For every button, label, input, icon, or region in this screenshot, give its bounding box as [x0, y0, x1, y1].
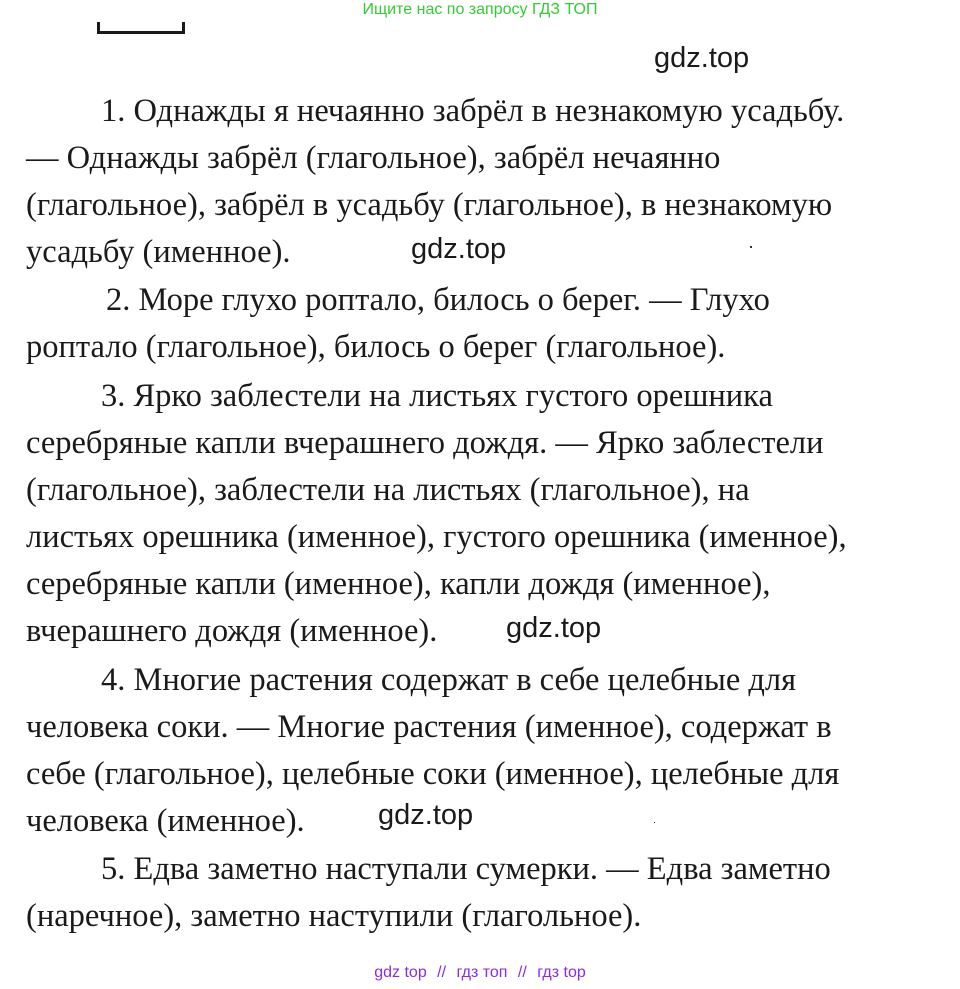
text-line: человека (именное).: [26, 803, 305, 839]
text-line: листьях орешника (именное), густого орешника (именное),: [26, 519, 847, 555]
text-line: (глагольное), забрёл в усадьбу (глагольное), в незнакомую: [26, 187, 833, 223]
watermark: gdz.top: [506, 612, 602, 644]
text-line: 2. Море глухо роптало, билось о берег. — Глухо: [106, 282, 770, 318]
watermark: gdz.top: [654, 42, 750, 74]
text-line: 5. Едва заметно наступали сумерки. — Едва заметно: [101, 851, 831, 887]
text-line: человека соки. — Многие растения (именное), содержат в: [26, 709, 832, 745]
text-line: серебряные капли вчерашнего дождя. — Ярко заблестели: [26, 425, 824, 461]
text-line: роптало (глагольное), билось о берег (глагольное).: [26, 329, 726, 365]
speck: [654, 822, 655, 823]
watermark: gdz.top: [378, 799, 474, 831]
text-line: — Однажды забрёл (глагольное), забрёл нечаянно: [26, 140, 721, 176]
text-line: себе (глагольное), целебные соки (именное), целебные для: [26, 756, 840, 792]
text-line: 3. Ярко заблестели на листьях густого орешника: [101, 378, 773, 414]
footer-watermark: [0, 964, 960, 982]
search-hint-banner: Ищите нас по запросу ГДЗ ТОП: [362, 1, 598, 18]
text-line: (глагольное), заблестели на листьях (глагольное), на: [26, 472, 750, 508]
footer-separator: //: [517, 964, 527, 981]
text-line: серебряные капли (именное), капли дождя (именное),: [26, 566, 771, 602]
text-line: усадьбу (именное).: [26, 234, 291, 270]
text-line: (наречное), заметно наступили (глагольное).: [26, 898, 642, 934]
footer-separator: //: [437, 964, 447, 981]
watermark: gdz.top: [411, 233, 507, 265]
speck: [750, 246, 752, 248]
text-line: 4. Многие растения содержат в себе целебные для: [101, 662, 797, 698]
text-line: 1. Однажды я нечаянно забрёл в незнакомую усадьбу.: [101, 93, 845, 129]
footer-part: гдз топ: [456, 964, 508, 981]
footer-part: гдз top: [537, 964, 586, 981]
footer-part: gdz top: [374, 964, 427, 981]
top-rule: [97, 22, 185, 34]
text-line: вчерашнего дождя (именное).: [26, 613, 438, 649]
